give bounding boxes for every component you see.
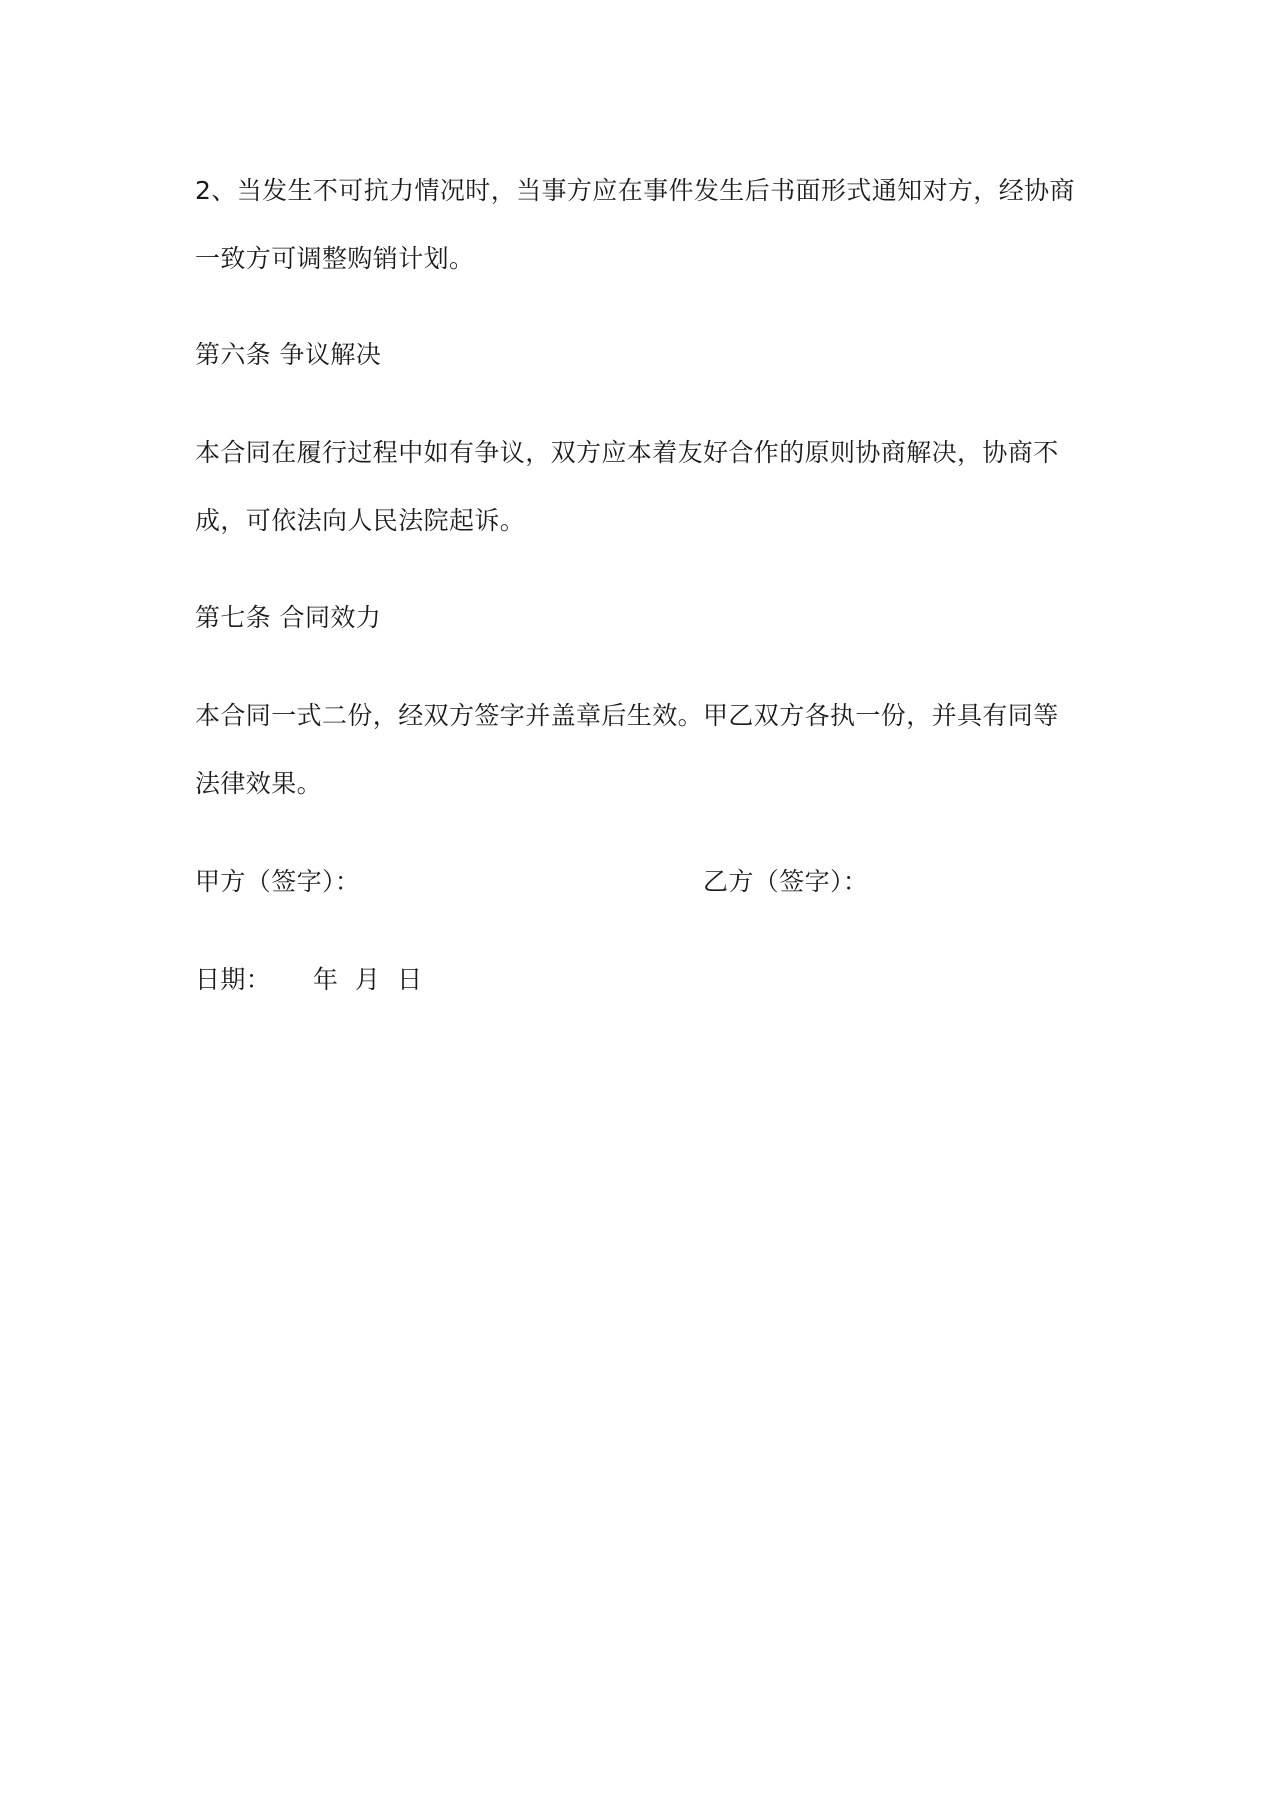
article-6-body-line-1: 本合同在履行过程中如有争议，双方应本着友好合作的原则协商解决，协商不 (195, 438, 1059, 467)
clause-item-2-line-2: 一致方可调整购销计划。 (195, 244, 475, 273)
article-6-body-line-2: 成，可依法向人民法院起诉。 (195, 506, 526, 535)
article-7-body-line-1: 本合同一式二份，经双方签字并盖章后生效。甲乙双方各执一份，并具有同等 (195, 701, 1059, 730)
article-7-heading: 第七条 合同效力 (195, 603, 382, 632)
party-b-signature-label: 乙方（签字）： (703, 867, 869, 896)
clause-item-2-line-1: 2、当发生不可抗力情况时，当事方应在事件发生后书面形式通知对方，经协商 (195, 176, 1075, 205)
article-7-body-line-2: 法律效果。 (195, 769, 323, 798)
party-a-signature-label: 甲方（签字）： (195, 867, 361, 896)
date-line: 日期： 年 月 日 (195, 965, 423, 994)
article-6-heading: 第六条 争议解决 (195, 340, 382, 369)
